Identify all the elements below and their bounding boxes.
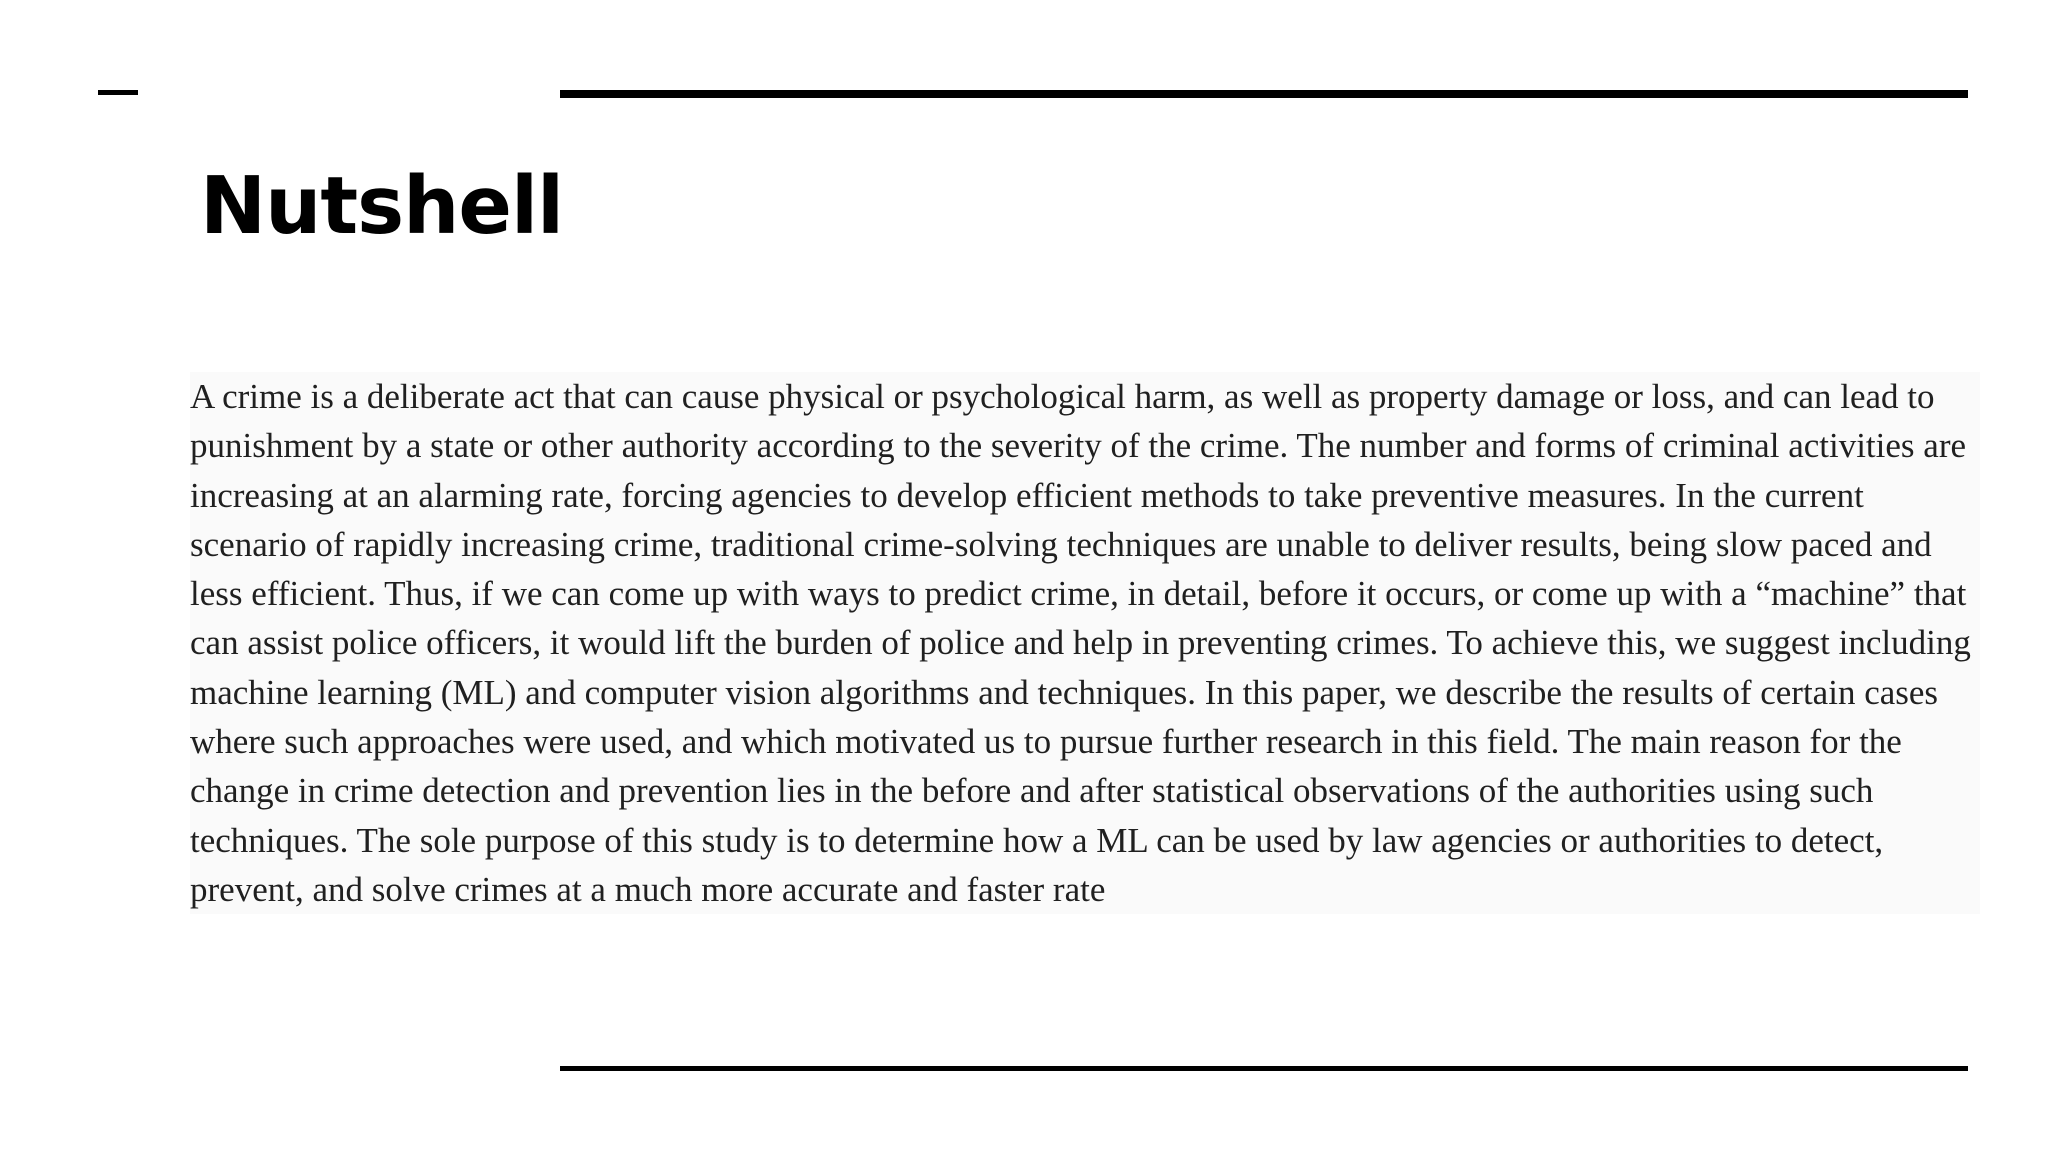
slide-body-text: A crime is a deliberate act that can cause physical or psychological harm, as well as property damage or loss, and can lead to punishment by a state or other authority according to the severity of the crime. The number and forms of criminal activities are increasing at an alarming rate, forcing agencies to develop efficient methods to take preventive measures. In the current scenario of rapidly increasing crime, traditional crime-solving techniques are unable to deliver results, being slow paced and less efficient. Thus, if we can come up with ways to predict crime, in detail, before it occurs, or come up with a “machine” that can assist police officers, it would lift the burden of police and help in preventing crimes. To achieve this, we suggest including machine learning (ML) and computer vision algorithms and techniques. In this paper, we describe the results of certain cases where such approaches were used, and which motivated us to pursue further research in this field. The main reason for the change in crime detection and prevention lies in the before and after statistical observations of the authorities using such techniques. The sole purpose of this study is to determine how a ML can be used by law agencies or authorities to detect, prevent, and solve crimes at a much more accurate and faster rate — [190, 372, 1980, 914]
accent-dash — [98, 90, 138, 95]
top-divider — [560, 90, 1968, 98]
slide-title: Nutshell — [200, 160, 564, 252]
bottom-divider — [560, 1066, 1968, 1071]
